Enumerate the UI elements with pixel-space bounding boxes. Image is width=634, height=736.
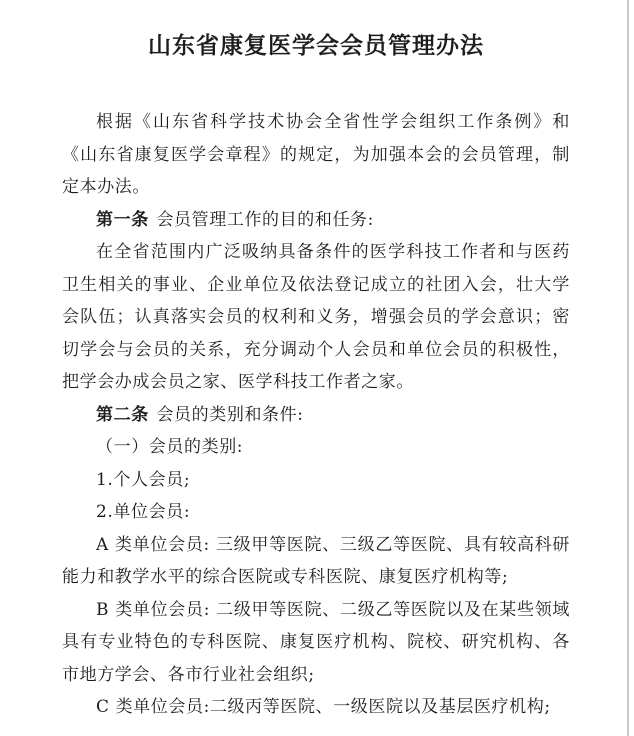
paragraph-unit-member-class-a xyxy=(62,529,570,594)
document-content xyxy=(62,27,570,724)
paragraph-unit-member xyxy=(62,496,570,529)
paragraph-text: （一）会员的类别: xyxy=(96,437,244,457)
paragraph-text: B 类单位会员: 二级甲等医院、二级乙等医院以及在某些领域具有专业特色的专科医院、康复医疗机构、院校、研究机构、各市地方学会、各市行业社会组织; xyxy=(62,599,570,685)
paragraph-member-categories-heading xyxy=(62,431,570,464)
paragraph-text: 根据《山东省科学技术协会全省性学会组织工作条例》和《山东省康复医学会章程》的规定，为加强本会的会员管理，制定本办法。 xyxy=(62,112,570,197)
paragraph-text: 1.个人会员; xyxy=(96,469,191,490)
paragraph-article-1-body xyxy=(62,236,570,399)
paragraph-text: 会员管理工作的目的和任务: xyxy=(156,209,374,230)
paragraph-unit-member-class-c xyxy=(62,691,570,724)
paragraph-text: 会员的类别和条件: xyxy=(156,404,304,425)
document-title: 山东省康复医学会会员管理办法 xyxy=(148,32,484,59)
paragraph-article-1 xyxy=(62,204,570,237)
paragraph-article-2 xyxy=(62,399,570,432)
paragraph-text: C 类单位会员:二级丙等医院、一级医院以及基层医疗机构; xyxy=(96,697,551,717)
paragraph-text: A 类单位会员: 三级甲等医院、三级乙等医院、具有较高科研能力和教学水平的综合医院或专科医院、康复医疗机构等; xyxy=(62,534,570,587)
paragraph-unit-member-class-b xyxy=(62,594,570,692)
paragraph-text: 2.单位会员: xyxy=(96,502,191,522)
paragraph-intro xyxy=(62,106,570,204)
article-2-label: 第二条 xyxy=(96,404,149,425)
paragraph-individual-member xyxy=(62,464,570,497)
paragraph-text: 在全省范围内广泛吸纳具备条件的医学科技工作者和与医药卫生相关的事业、企业单位及依法登记成立的社团入会，壮大学会队伍；认真落实会员的权利和义务，增强会员的学会意识；密切学会与会员的关系，充分调动个人会员和单位会员的积极性，把学会办成会员之家、医学科技工作者之家。 xyxy=(62,242,570,392)
article-1-label: 第一条 xyxy=(96,209,149,230)
page-right-border xyxy=(627,0,629,736)
